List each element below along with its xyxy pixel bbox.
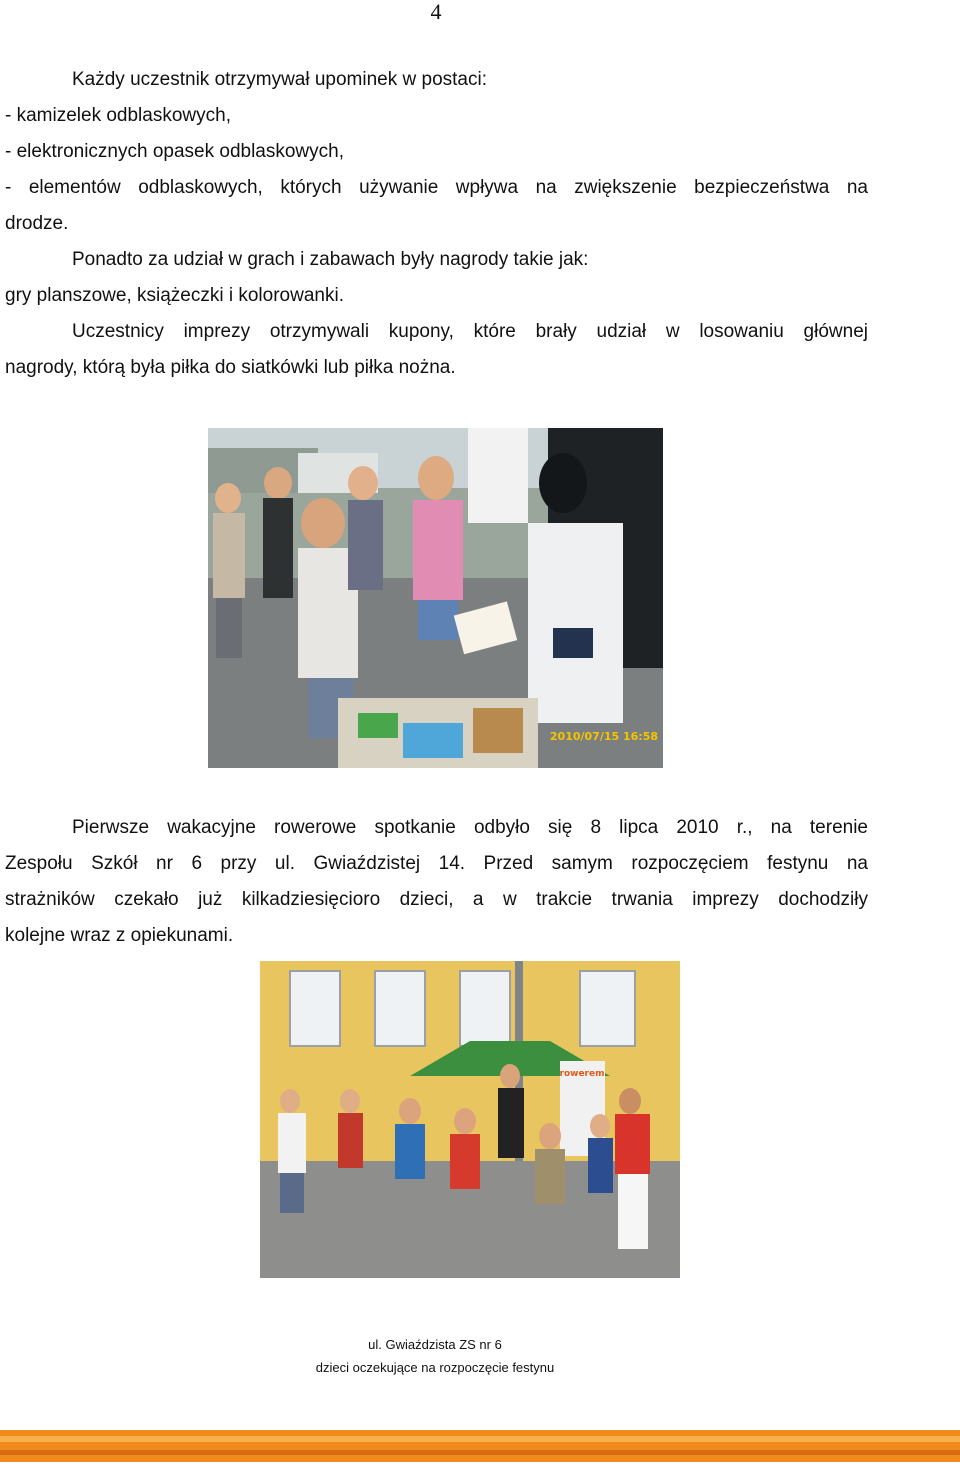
text-line: Pierwsze wakacyjne rowerowe spotkanie odbyło się 8 lipca 2010 r., na terenie [72, 817, 868, 838]
text-line: nagrody, którą była piłka do siatkówki lub piłka nożna. [5, 357, 456, 378]
text-line: gry planszowe, książeczki i kolorowanki. [5, 285, 344, 306]
text-line: Każdy uczestnik otrzymywał upominek w postaci: [72, 69, 487, 90]
text-line: kolejne wraz z opiekunami. [5, 925, 234, 946]
text-line: - elektronicznych opasek odblaskowych, [5, 141, 345, 162]
paragraph-first-meeting [5, 810, 868, 954]
photo-children-at-stand [208, 428, 663, 768]
text-line: Zespołu Szkół nr 6 przy ul. Gwiaździstej 14. Przed samym rozpoczęciem festynu na [5, 853, 868, 874]
photo-children-waiting [260, 961, 680, 1278]
text-line: - elementów odblaskowych, których używanie wpływa na zwiększenie bezpieczeństwa na [5, 177, 868, 198]
paragraph-gifts [5, 62, 868, 386]
text-line: Uczestnicy imprezy otrzymywali kupony, które brały udział w losowaniu głównej [72, 321, 868, 342]
banner-text: rowerem [559, 1069, 605, 1079]
caption-description: dzieci oczekujące na rozpoczęcie festynu [315, 1360, 555, 1375]
page-number: 4 [430, 0, 442, 24]
text-line: strażników czekało już kilkadziesięcioro dzieci, a w trakcie trwania imprezy dochodziły [5, 889, 868, 910]
caption-location: ul. Gwiaździsta ZS nr 6 [368, 1337, 502, 1352]
footer-decorative-bar [0, 1430, 960, 1462]
text-line: Ponadto za udział w grach i zabawach były nagrody takie jak: [72, 249, 589, 270]
photo-timestamp: 2010/07/15 16:58 [549, 730, 658, 743]
text-line: - kamizelek odblaskowych, [5, 105, 231, 126]
text-line: drodze. [5, 213, 69, 234]
